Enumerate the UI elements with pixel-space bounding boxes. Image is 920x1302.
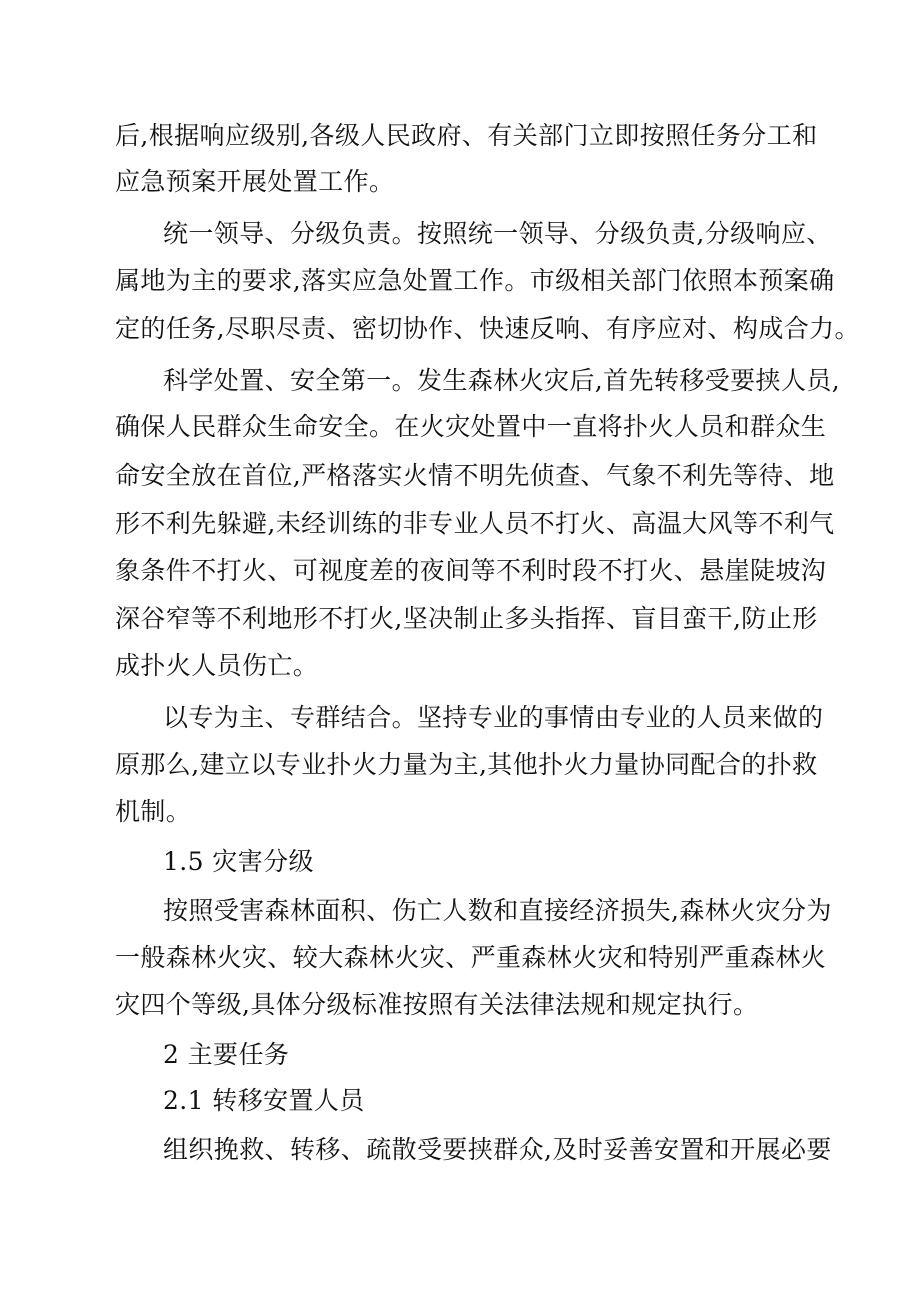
body-text-line: 确保人民群众生命安全。在火灾处置中一直将扑火人员和群众生 bbox=[115, 412, 827, 441]
body-text-line: 命安全放在首位,严格落实火情不明先侦查、气象不利先等待、地 bbox=[115, 461, 835, 490]
body-text-line: 后,根据响应级别,各级人民政府、有关部门立即按照任务分工和 bbox=[115, 121, 818, 150]
section-heading: 2 主要任务 bbox=[163, 1040, 290, 1069]
body-text-line: 统一领导、分级负责。按照统一领导、分级负责,分级响应、 bbox=[163, 219, 832, 248]
section-heading: 1.5 灾害分级 bbox=[163, 847, 314, 876]
body-text-line: 按照受害森林面积、伤亡人数和直接经济损失,森林火灾分为 bbox=[163, 896, 832, 925]
body-text-line: 成扑火人员伤亡。 bbox=[115, 651, 319, 680]
section-heading: 2.1 转移安置人员 bbox=[163, 1086, 365, 1115]
body-text-line: 科学处置、安全第一。发生森林火灾后,首先转移受要挟人员, bbox=[163, 366, 841, 395]
body-text-line: 象条件不打火、可视度差的夜间等不利时段不打火、悬崖陡坡沟 bbox=[115, 556, 827, 585]
body-text-line: 一般森林火灾、较大森林火灾、严重森林火灾和特别严重森林火 bbox=[115, 943, 827, 972]
body-text-line: 应急预案开展处置工作。 bbox=[115, 167, 395, 196]
body-text-line: 原那么,建立以专业扑火力量为主,其他扑火力量协同配合的扑救 bbox=[115, 750, 818, 779]
body-text-line: 定的任务,尽职尽责、密切协作、快速反响、有序应对、构成合力。 bbox=[115, 314, 860, 343]
body-text-line: 深谷窄等不利地形不打火,坚决制止多头指挥、盲目蛮干,防止形 bbox=[115, 604, 818, 633]
body-text-line: 灾四个等级,具体分级标准按照有关法律法规和规定执行。 bbox=[115, 990, 759, 1019]
body-text-line: 属地为主的要求,落实应急处置工作。市级相关部门依照本预案确 bbox=[115, 266, 835, 295]
body-text-line: 形不利先躲避,未经训练的非专业人员不打火、高温大风等不利气 bbox=[115, 509, 835, 538]
body-text-line: 组织挽救、转移、疏散受要挟群众,及时妥善安置和开展必要 bbox=[163, 1135, 832, 1164]
body-text-line: 机制。 bbox=[115, 797, 192, 826]
body-text-line: 以专为主、专群结合。坚持专业的事情由专业的人员来做的 bbox=[163, 703, 824, 732]
